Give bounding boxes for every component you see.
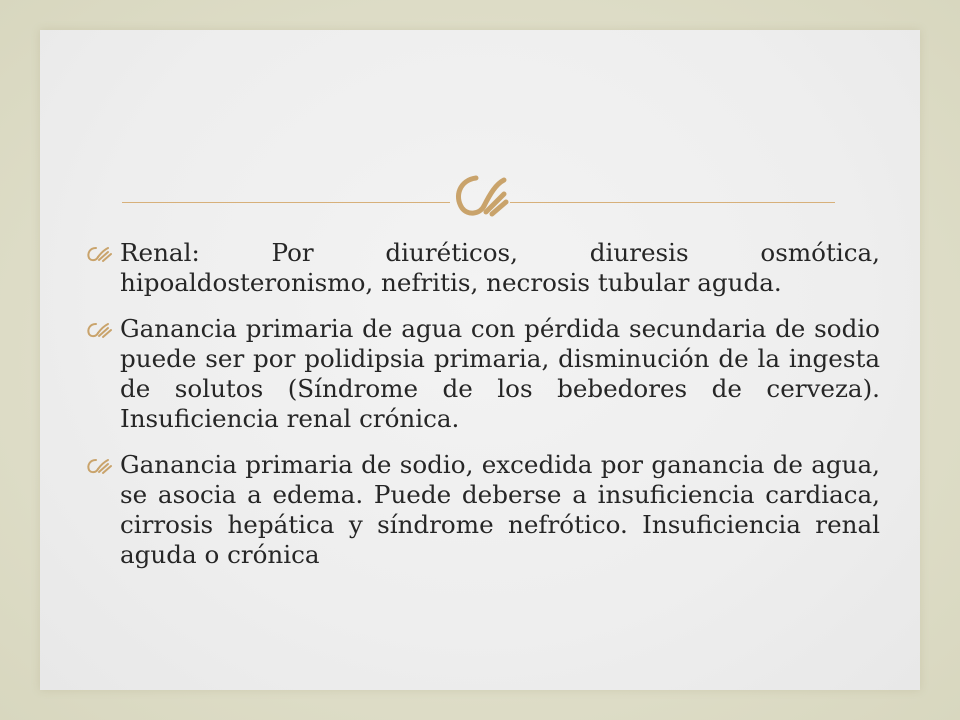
list-item: [84, 314, 880, 434]
bullet-ornament-icon: [84, 245, 114, 263]
list-item: [84, 450, 880, 570]
bullet-ornament-icon: [84, 457, 114, 475]
bullet-list: [84, 238, 880, 586]
divider-line-left: [122, 202, 450, 203]
list-item-text: Ganancia primaria de agua con pérdida secundaria de sodio puede ser por polidipsia primaria, disminución de la ingesta de solutos (Síndrome de los bebedores de cerveza). Insuficiencia renal crónica.: [120, 314, 880, 433]
list-item-text: Ganancia primaria de sodio, excedida por ganancia de agua, se asocia a edema. Puede deberse a insuficiencia cardiaca, cirrosis hepática y síndrome nefrótico. Insuficiencia renal aguda o crónica: [120, 450, 880, 569]
list-item: [84, 238, 880, 298]
bullet-ornament-icon: [84, 321, 114, 339]
list-item-text: Renal: Por diuréticos, diuresis osmótica, hipoaldosteronismo, nefritis, necrosis tubular aguda.: [120, 238, 880, 297]
ornament-icon: [446, 168, 514, 222]
divider-line-right: [510, 202, 835, 203]
